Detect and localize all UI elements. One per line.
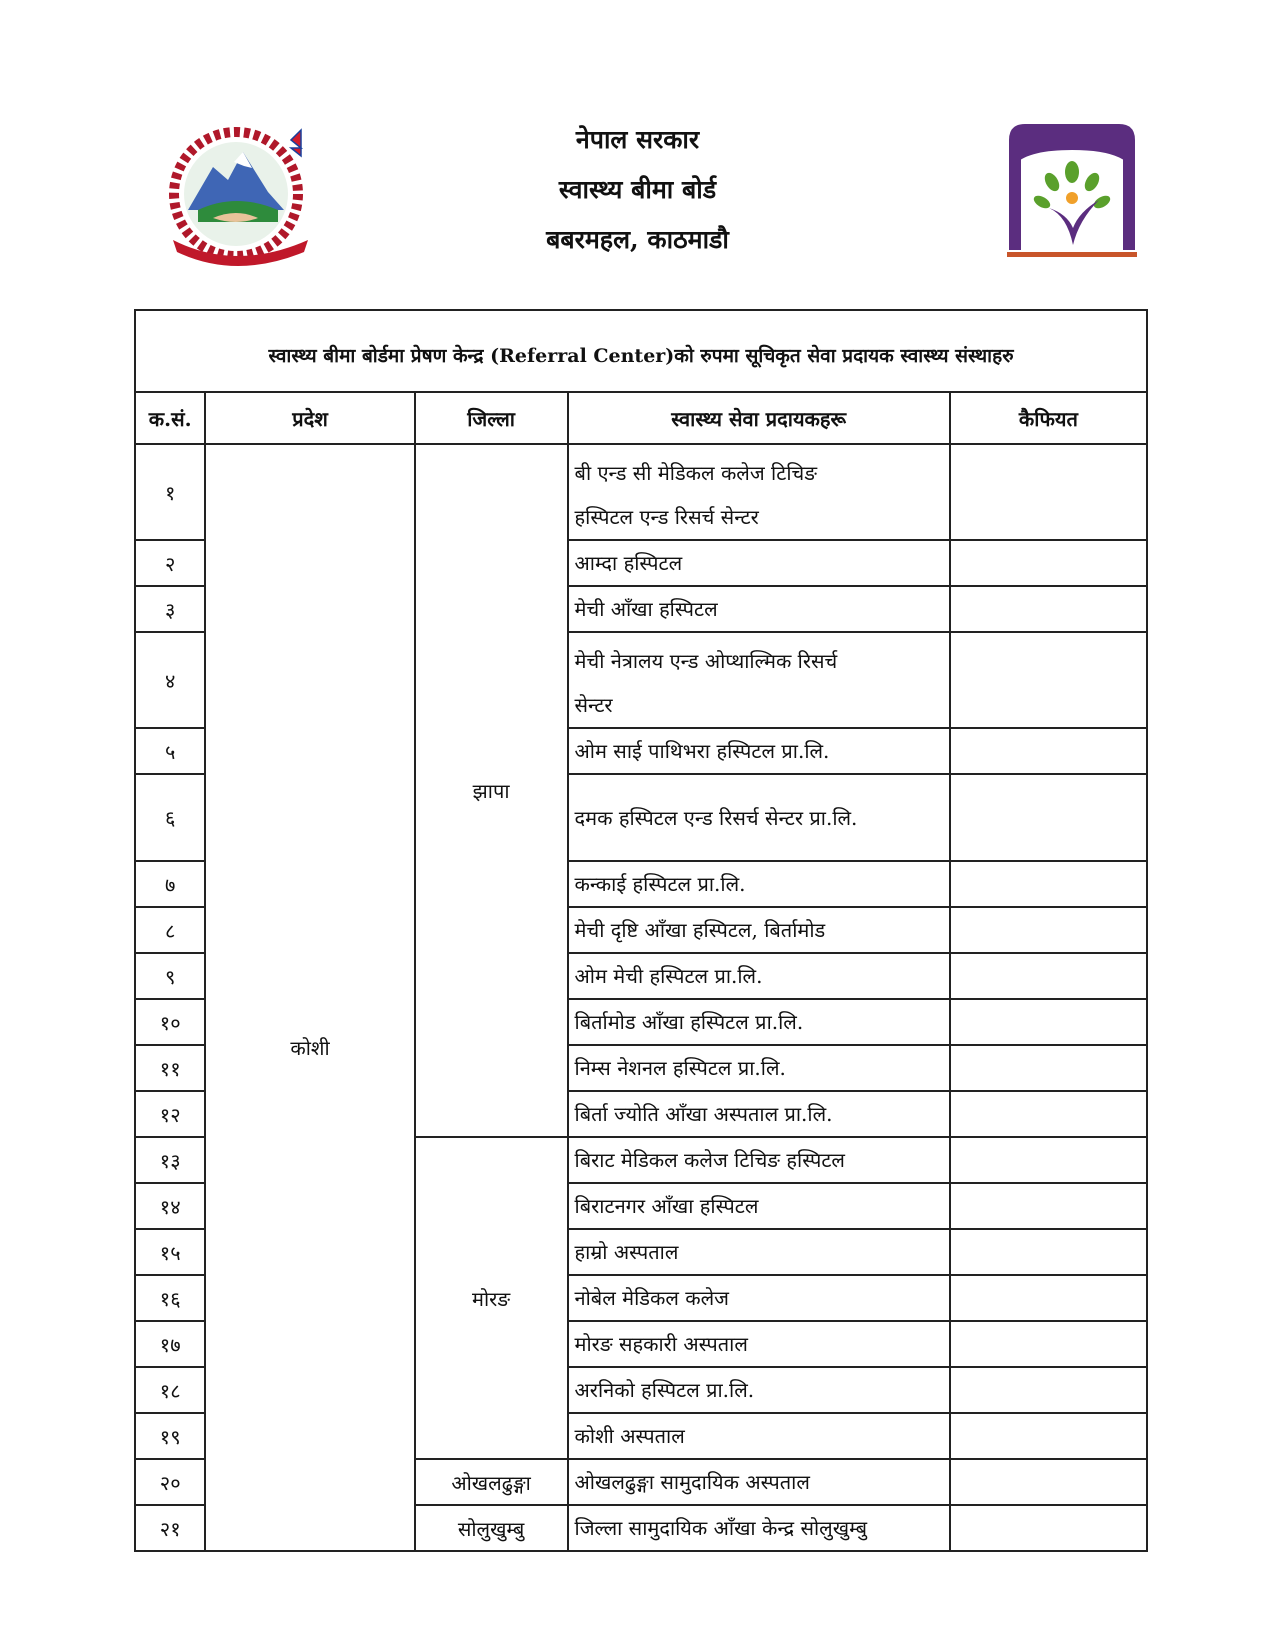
provider-name: कोशी अस्पताल bbox=[568, 1413, 950, 1459]
serial-number: १० bbox=[135, 999, 205, 1045]
provider-name: आम्दा हस्पिटल bbox=[568, 540, 950, 586]
serial-number: १४ bbox=[135, 1183, 205, 1229]
provider-name: ओम मेची हस्पिटल प्रा.लि. bbox=[568, 953, 950, 999]
serial-number: ६ bbox=[135, 774, 205, 861]
remarks-cell bbox=[950, 632, 1147, 728]
referral-center-table bbox=[134, 309, 1148, 1552]
serial-number: २ bbox=[135, 540, 205, 586]
remarks-cell bbox=[950, 586, 1147, 632]
remarks-cell bbox=[950, 540, 1147, 586]
table-row bbox=[135, 444, 1147, 540]
provider-name: दमक हस्पिटल एन्ड रिसर्च सेन्टर प्रा.लि. bbox=[568, 774, 950, 861]
remarks-cell bbox=[950, 1321, 1147, 1367]
provider-name: ओखलढुङ्गा सामुदायिक अस्पताल bbox=[568, 1459, 950, 1505]
district-cell: मोरङ bbox=[415, 1137, 568, 1459]
serial-number: ११ bbox=[135, 1045, 205, 1091]
remarks-cell bbox=[950, 861, 1147, 907]
health-insurance-board-logo-icon bbox=[1007, 120, 1137, 260]
board-address: बबरमहल, काठमाडौ bbox=[546, 225, 729, 254]
government-name: नेपाल सरकार bbox=[575, 125, 700, 154]
serial-number: १८ bbox=[135, 1367, 205, 1413]
provider-name: मेची दृष्टि आँखा हस्पिटल, बिर्तामोड bbox=[568, 907, 950, 953]
col-header-sn: क.सं. bbox=[135, 392, 205, 444]
remarks-cell bbox=[950, 444, 1147, 540]
provider-name: बिराट मेडिकल कलेज टिचिङ हस्पिटल bbox=[568, 1137, 950, 1183]
provider-name: निम्स नेशनल हस्पिटल प्रा.लि. bbox=[568, 1045, 950, 1091]
remarks-cell bbox=[950, 1459, 1147, 1505]
serial-number: १३ bbox=[135, 1137, 205, 1183]
serial-number: १ bbox=[135, 444, 205, 540]
serial-number: २० bbox=[135, 1459, 205, 1505]
remarks-cell bbox=[950, 999, 1147, 1045]
provider-name: बिराटनगर आँखा हस्पिटल bbox=[568, 1183, 950, 1229]
remarks-cell bbox=[950, 1367, 1147, 1413]
serial-number: ५ bbox=[135, 728, 205, 774]
provider-name bbox=[568, 444, 950, 540]
provider-name-line: बी एन्ड सी मेडिकल कलेज टिचिङ bbox=[574, 461, 817, 485]
provider-name: अरनिको हस्पिटल प्रा.लि. bbox=[568, 1367, 950, 1413]
serial-number: ८ bbox=[135, 907, 205, 953]
district-cell: ओखलढुङ्गा bbox=[415, 1459, 568, 1505]
col-header-remarks: कैफियत bbox=[950, 392, 1147, 444]
provider-name: बिर्ता ज्योति आँखा अस्पताल प्रा.लि. bbox=[568, 1091, 950, 1137]
remarks-cell bbox=[950, 1229, 1147, 1275]
remarks-cell bbox=[950, 1183, 1147, 1229]
remarks-cell bbox=[950, 728, 1147, 774]
district-cell: सोलुखुम्बु bbox=[415, 1505, 568, 1551]
remarks-cell bbox=[950, 1505, 1147, 1551]
provider-name: ओम साई पाथिभरा हस्पिटल प्रा.लि. bbox=[568, 728, 950, 774]
provider-name-line: मेची नेत्रालय एन्ड ओप्थाल्मिक रिसर्च bbox=[574, 649, 838, 673]
table-header-row bbox=[135, 392, 1147, 444]
provider-name: बिर्तामोड आँखा हस्पिटल प्रा.लि. bbox=[568, 999, 950, 1045]
serial-number: ४ bbox=[135, 632, 205, 728]
serial-number: १६ bbox=[135, 1275, 205, 1321]
provider-name-line: हस्पिटल एन्ड रिसर्च सेन्टर bbox=[574, 505, 759, 529]
province-cell: कोशी bbox=[205, 444, 414, 1551]
district-cell: झापा bbox=[415, 444, 568, 1137]
remarks-cell bbox=[950, 774, 1147, 861]
remarks-cell bbox=[950, 907, 1147, 953]
letterhead bbox=[0, 110, 1275, 270]
provider-name: कन्काई हस्पिटल प्रा.लि. bbox=[568, 861, 950, 907]
provider-name: मोरङ सहकारी अस्पताल bbox=[568, 1321, 950, 1367]
remarks-cell bbox=[950, 1275, 1147, 1321]
col-header-province: प्रदेश bbox=[205, 392, 414, 444]
col-header-district: जिल्ला bbox=[415, 392, 568, 444]
provider-name: नोबेल मेडिकल कलेज bbox=[568, 1275, 950, 1321]
remarks-cell bbox=[950, 953, 1147, 999]
serial-number: २१ bbox=[135, 1505, 205, 1551]
serial-number: १९ bbox=[135, 1413, 205, 1459]
remarks-cell bbox=[950, 1137, 1147, 1183]
provider-name bbox=[568, 632, 950, 728]
serial-number: ७ bbox=[135, 861, 205, 907]
remarks-cell bbox=[950, 1413, 1147, 1459]
remarks-cell bbox=[950, 1091, 1147, 1137]
serial-number: ३ bbox=[135, 586, 205, 632]
table-title: स्वास्थ्य बीमा बोर्डमा प्रेषण केन्द्र (Referral Center)को रुपमा सूचिकृत सेवा प्रदायक स्वास्थ्य संस्थाहरु bbox=[135, 310, 1147, 392]
remarks-cell bbox=[950, 1045, 1147, 1091]
serial-number: ९ bbox=[135, 953, 205, 999]
provider-name-line: सेन्टर bbox=[574, 693, 613, 717]
provider-name: जिल्ला सामुदायिक आँखा केन्द्र सोलुखुम्बु bbox=[568, 1505, 950, 1551]
provider-name: हाम्रो अस्पताल bbox=[568, 1229, 950, 1275]
provider-name: मेची आँखा हस्पिटल bbox=[568, 586, 950, 632]
col-header-providers: स्वास्थ्य सेवा प्रदायकहरू bbox=[568, 392, 950, 444]
board-name: स्वास्थ्य बीमा बोर्ड bbox=[558, 175, 717, 204]
serial-number: १७ bbox=[135, 1321, 205, 1367]
serial-number: १५ bbox=[135, 1229, 205, 1275]
serial-number: १२ bbox=[135, 1091, 205, 1137]
